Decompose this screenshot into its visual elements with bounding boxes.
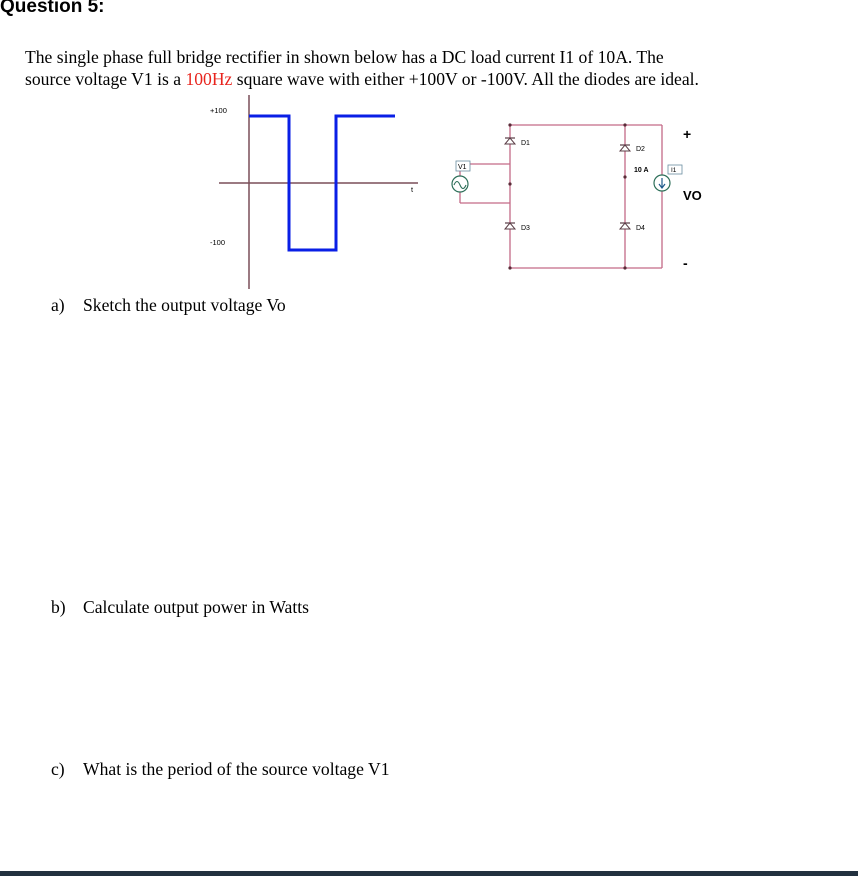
problem-statement [25,46,845,90]
question-b-text: Calculate output power in Watts [83,597,309,617]
output-voltage-label: VO [683,188,702,203]
diode-d2-label: D2 [636,146,645,153]
intro-line-1: The single phase full bridge rectifier in shown below has a DC load current I1 of 10A. The [25,47,664,67]
diode-d1 [505,138,515,144]
diode-d2 [620,145,630,151]
current-source-symbol [654,175,670,191]
output-plus-sign: + [683,126,692,142]
minus-100-tick-label: -100 [210,238,226,247]
diode-d4 [620,223,630,229]
question-c-label: c) [51,759,65,779]
diode-d3-label: D3 [521,225,530,232]
bridge-rectifier-circuit [440,115,720,280]
diode-d1-label: D1 [521,140,530,147]
diode-d3 [505,223,515,229]
diode-d4-label: D4 [636,225,645,232]
intro-line-2-start: source voltage V1 is a [25,69,186,89]
question-a-label: a) [51,295,65,315]
question-b [51,596,309,618]
current-value-label: 10 A [634,167,649,174]
bottom-edge-bar [0,871,858,876]
question-a-text: Sketch the output voltage Vo [83,295,286,315]
time-axis-label: t [411,185,414,194]
question-c-text: What is the period of the source voltage V1 [83,759,390,779]
question-a [51,294,286,316]
source-label: V1 [458,164,467,171]
question-c [51,758,390,780]
output-minus-sign: - [683,255,688,271]
current-source-label: I1 [671,167,677,174]
frequency-highlight: 100Hz [185,69,233,89]
source-waveform-plot [200,95,430,295]
plus-100-tick-label: +100 [210,106,227,115]
question-heading: Question 5: [0,0,105,17]
question-b-label: b) [51,597,66,617]
intro-line-2-end: square wave with either +100V or -100V. All the diodes are ideal. [232,69,699,89]
